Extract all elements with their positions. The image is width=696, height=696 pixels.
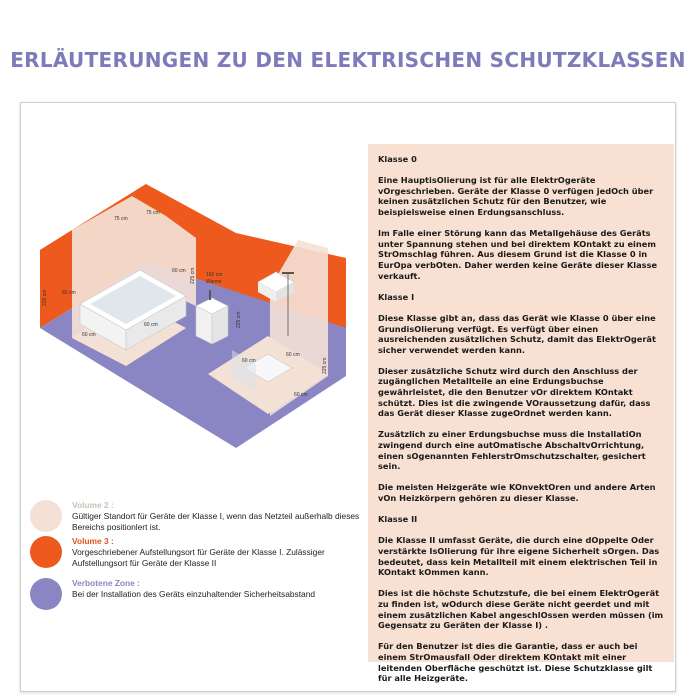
paragraph: Dieser zusätzliche Schutz wird durch den Anschluss der zugänglichen Metallteile an eine Erdungsbuchse gewährleistet, die den Benutzer vOr direktem KOntakt schützt. Dies ist die zwingende VOraussetzung dafür, dass das Gerät dieser Klasse zugeOrdnet werden kann. — [378, 365, 651, 419]
bathroom-zones-illustration — [36, 178, 358, 474]
legend-description: Vorgeschriebener Aufstellungsort für Geräte der Klasse I. Zulässiger Aufstellungsort für Geräte der Klasse II — [72, 547, 325, 568]
paragraph: Diese Klasse gibt an, dass das Gerät wie Klasse 0 über eine GrundisOlierung verfügt. Es verfügt über einen ausreichenden zusätzlichen Schutz, damit das ElektrOgerät sicher verwendet werden kann. — [378, 312, 656, 355]
dim-60-a: 60 cm — [62, 290, 76, 296]
dim-225-b: 225 cm — [190, 267, 196, 284]
section-heading: Klasse 0 — [378, 154, 417, 164]
legend-dot — [30, 500, 62, 532]
explanation-text — [378, 154, 668, 694]
paragraph: Für den Benutzer ist dies die Garantie, dass er auch bei einem StrOmausfall Oder direktem KOntakt mit einer leitenden Oberfläche geschützt ist. Diese Schutzklasse gilt für alle Heizgeräte. — [378, 641, 653, 684]
paragraph: Dies ist die höchste Schutzstufe, die bei einem ElektrOgerät zu finden ist, wOdurch diese Geräte nicht geerdet und mit einem zusätzlichen Kabel angeschlOssen werden müssen (im Gegensatz zu Geräten der Klasse I) . — [378, 588, 664, 631]
section-heading: Klasse I — [378, 291, 415, 302]
legend-title: Verbotene Zone : — [72, 578, 140, 588]
dim-60-c: 60 cm — [144, 322, 158, 328]
dim-160-label: Wanne — [206, 279, 222, 285]
legend-description: Bei der Installation des Geräts einzuhaltender Sicherheitsabstand — [72, 589, 316, 599]
dim-225-d: 225 cm — [322, 357, 328, 374]
dim-225-a: 225 cm — [42, 289, 48, 306]
legend-title: Volume 3 : — [72, 536, 114, 546]
paragraph: Zusätzlich zu einer Erdungsbuchse muss die InstallatiOn zwingend durch eine autOmatische AbschaltvOrrichtung, einen sOgenannten FehlerstrOmschutzschalter, gesichert sein. — [378, 429, 646, 472]
page-title: ERLÄUTERUNGEN ZU DEN ELEKTRISCHEN SCHUTZKLASSEN — [10, 48, 686, 72]
dim-60-e: 60 cm — [242, 358, 256, 364]
dim-60-d: 60 cm — [172, 268, 186, 274]
dim-75-a: 75 cm — [114, 216, 128, 222]
dim-60-g: 60 cm — [294, 392, 308, 398]
legend-dot — [30, 578, 62, 610]
paragraph: Eine HauptisOlierung ist für alle ElektrOgeräte vOrgeschrieben. Geräte der Klasse 0 verfügen jedOch über keinen zusätzlichen Schutz für den Benutzer, wie beispielsweise einen Erdungsanschluss. — [378, 175, 654, 217]
explanation-panel — [368, 144, 674, 684]
paragraph: Im Falle einer Störung kann das Metallgehäuse des Geräts unter Spannung stehen und bei direktem KOntakt zu einem StrOmschlag führen. Aus diesem Grund ist die Klasse 0 in EurOpa verbOten. Daher werden keine Geräte dieser Klasse verkauft. — [378, 228, 658, 281]
section-heading: Klasse II — [378, 514, 418, 525]
dim-60-b: 60 cm — [82, 332, 96, 338]
legend-title: Volume 2 : — [72, 500, 114, 510]
dim-75-b: 75 cm — [146, 210, 160, 216]
paragraph: Die Klasse II umfasst Geräte, die durch eine dOppelte Oder verstärkte IsOlierung für ihre eigene Sicherheit sOrgen. Das bedeutet, dass kein Metallteil mit einem elektrischen Teil in KOntakt kOmmen kann. — [378, 535, 660, 578]
dim-160: 160 cm — [206, 272, 223, 278]
dim-225-c: 225 cm — [236, 311, 242, 328]
dim-60-f: 60 cm — [286, 352, 300, 358]
legend-dot — [30, 536, 62, 568]
paragraph: Die meisten Heizgeräte wie KOnvektOren und andere Arten vOn Heizkörpern gehören zu dieser Klasse. — [378, 482, 656, 503]
legend-description: Gültiger Standort für Geräte der Klasse I, wenn das Netzteil außerhalb dieses Bereichs positionlert ist. — [72, 511, 360, 532]
